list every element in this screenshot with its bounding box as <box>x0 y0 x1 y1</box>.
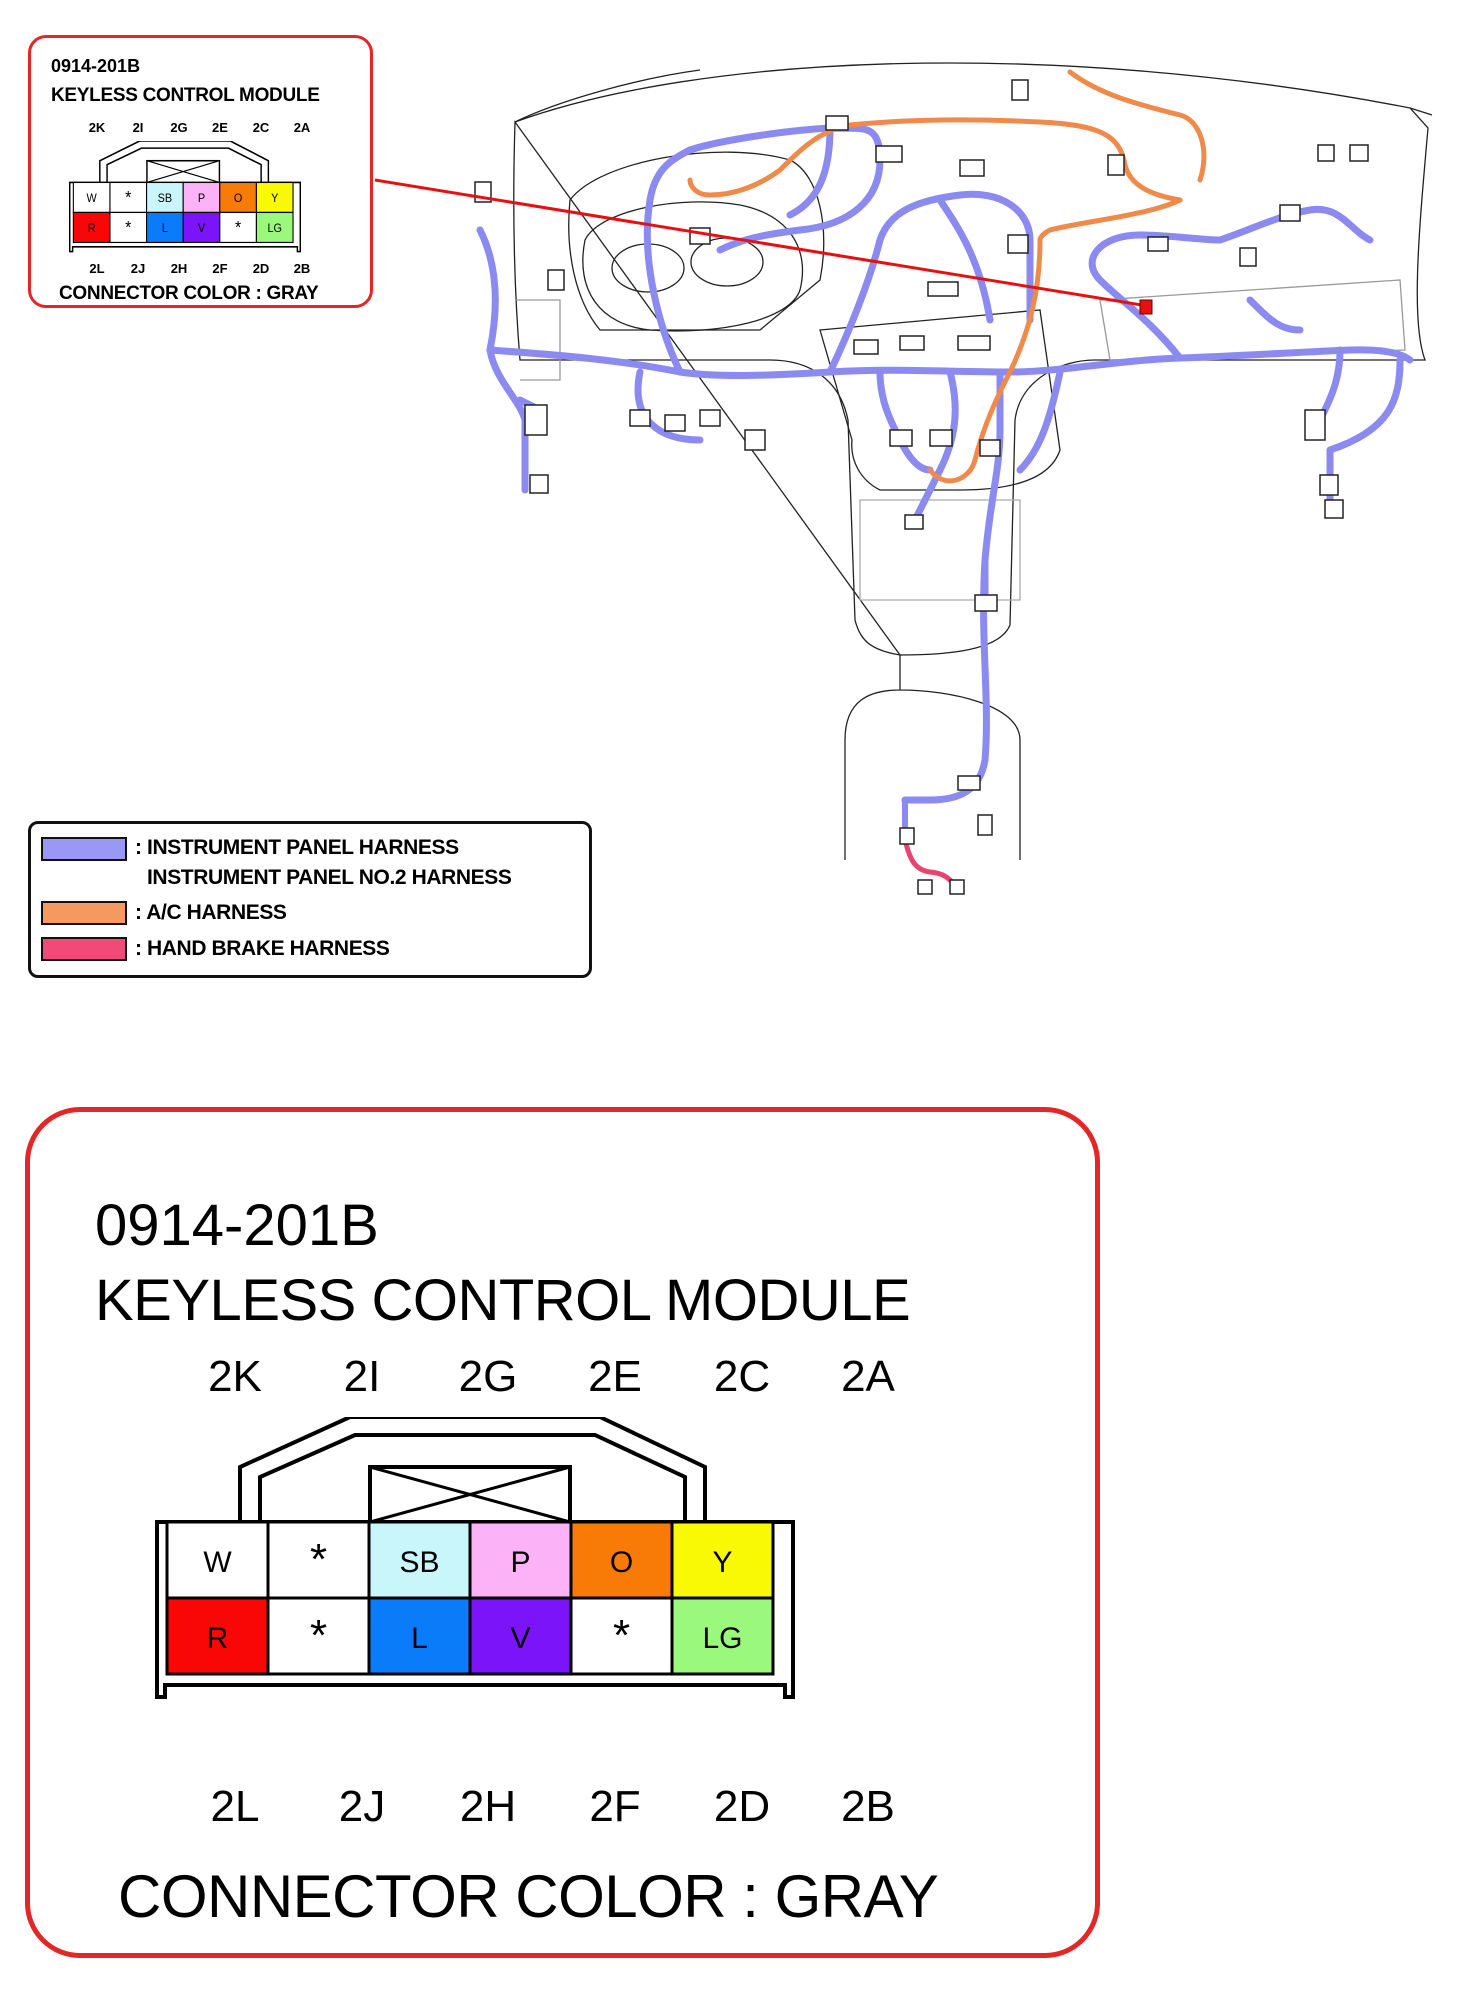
ip-harness-right <box>1092 209 1370 358</box>
pin-label-bottom: 2B <box>293 261 311 276</box>
pin-label-top: 2C <box>252 120 270 135</box>
connector-block <box>665 415 685 431</box>
connector-block <box>1240 248 1256 266</box>
connector-block <box>930 430 952 446</box>
connector-block <box>1108 155 1124 175</box>
module-code: 0914-201B <box>51 56 141 76</box>
pin-label-top: 2I <box>132 120 144 135</box>
pin-color-code: W <box>86 192 97 206</box>
pin-color-code: * <box>125 187 132 208</box>
pin-label-bottom: 2F <box>589 1782 641 1831</box>
connector-block <box>958 336 990 350</box>
connector-block <box>854 340 878 354</box>
connector-block <box>1318 145 1334 161</box>
pin-color-code: SB <box>157 192 173 206</box>
connector-block <box>958 776 980 790</box>
pin-color-code: LG <box>702 1622 743 1655</box>
pin-label-bottom: 2L <box>210 1782 260 1831</box>
dash-top-edge <box>515 70 1432 122</box>
connector-block <box>928 282 958 296</box>
connector-block <box>530 475 548 493</box>
connector-face-large <box>155 1417 955 1797</box>
pin-color-code: Y <box>271 192 279 206</box>
pin-label-top: 2A <box>293 120 311 135</box>
pin-label-bottom: 2J <box>130 261 146 276</box>
pin-color-code: * <box>612 1611 631 1660</box>
ip-harness-upper <box>690 128 880 250</box>
pin-label-bottom: 2J <box>338 1782 386 1831</box>
large-connector-callout <box>25 1107 1100 1958</box>
pin-label-top: 2C <box>713 1352 771 1401</box>
pin-label-top: 2K <box>88 120 106 135</box>
legend-text: : HAND BRAKE HARNESS <box>135 937 390 960</box>
pin-color-code: R <box>87 222 96 236</box>
connector-block <box>745 430 765 450</box>
module-name: KEYLESS CONTROL MODULE <box>51 85 320 106</box>
pin-label-bottom: 2H <box>459 1782 517 1831</box>
pin-label-bottom: 2D <box>252 261 270 276</box>
legend-swatch-ac <box>41 901 127 925</box>
connector-block <box>1350 145 1368 161</box>
pin-color-code: SB <box>399 1546 440 1579</box>
connector-block <box>978 815 992 835</box>
connector-block <box>950 880 964 894</box>
legend-text: INSTRUMENT PANEL NO.2 HARNESS <box>147 866 512 889</box>
pin-label-top: 2E <box>212 120 228 135</box>
connector-block <box>1320 475 1338 495</box>
pin-label-bottom: 2L <box>89 261 105 276</box>
legend-text: : INSTRUMENT PANEL HARNESS <box>135 836 459 859</box>
pin-color-code: P <box>197 192 206 206</box>
pin-label-bottom: 2H <box>170 261 188 276</box>
connector-block <box>826 116 848 130</box>
pin-color-code: * <box>309 1535 328 1584</box>
steering-ring <box>583 202 803 331</box>
pin-label-top: 2G <box>458 1352 518 1401</box>
connector-block <box>1325 500 1343 518</box>
connector-block <box>1305 410 1325 440</box>
pin-color-code: * <box>309 1611 328 1660</box>
ip-harness-dash <box>1020 372 1060 470</box>
dash-outline <box>514 63 1428 860</box>
connector-block <box>525 405 547 435</box>
keyless-module-marker <box>1140 300 1152 314</box>
module-name: KEYLESS CONTROL MODULE <box>95 1268 911 1333</box>
module-code: 0914-201B <box>95 1193 379 1258</box>
brake-harness <box>905 840 955 885</box>
pin-label-bottom: 2F <box>212 261 228 276</box>
ip-harness-col <box>638 150 700 440</box>
pin-label-bottom: 2D <box>713 1782 771 1831</box>
pin-label-bottom: 2B <box>841 1782 895 1831</box>
pin-color-code: * <box>125 217 132 238</box>
connector-block <box>905 515 923 529</box>
connector-color-text: CONNECTOR COLOR : GRAY <box>59 283 319 304</box>
pin-color-code: R <box>206 1622 229 1655</box>
pin-label-top: 2I <box>343 1352 381 1401</box>
pin-color-code: V <box>510 1622 531 1655</box>
legend-swatch-ip <box>41 837 127 861</box>
connector-block <box>1012 80 1028 100</box>
console-upper <box>860 500 1020 600</box>
connector-block <box>1148 237 1168 251</box>
legend-swatch-brake <box>41 937 127 961</box>
small-connector-callout <box>28 35 373 308</box>
connector-block <box>900 336 924 350</box>
connector-block <box>1008 235 1028 253</box>
connector-block <box>918 880 932 894</box>
pin-label-top: 2K <box>208 1352 262 1401</box>
pin-label-top: 2G <box>170 120 188 135</box>
left-panel-edge <box>515 300 560 380</box>
connector-block <box>876 146 902 162</box>
pin-label-top: 2E <box>588 1352 642 1401</box>
legend-text: : A/C HARNESS <box>135 901 287 924</box>
pin-color-code: V <box>197 222 206 236</box>
pin-color-code: LG <box>267 222 282 236</box>
pin-color-code: L <box>161 222 168 236</box>
pin-color-code: W <box>203 1546 232 1579</box>
connector-block <box>960 160 984 176</box>
connector-block <box>890 430 912 446</box>
connector-block <box>975 595 997 611</box>
pin-color-code: * <box>235 217 242 238</box>
connector-color-text: CONNECTOR COLOR : GRAY <box>118 1863 939 1930</box>
connector-block <box>900 828 914 844</box>
connector-block <box>980 440 1000 456</box>
connector-block <box>700 410 720 426</box>
connector-block <box>548 270 564 290</box>
connector-block <box>630 410 650 426</box>
connector-block <box>1280 205 1300 221</box>
pin-color-code: O <box>233 192 243 206</box>
harness-legend <box>28 821 592 978</box>
pin-label-top: 2A <box>841 1352 895 1401</box>
pin-color-code: P <box>510 1546 531 1579</box>
pin-color-code: L <box>411 1622 428 1655</box>
pin-color-code: Y <box>712 1546 733 1579</box>
pin-color-code: O <box>609 1546 634 1579</box>
